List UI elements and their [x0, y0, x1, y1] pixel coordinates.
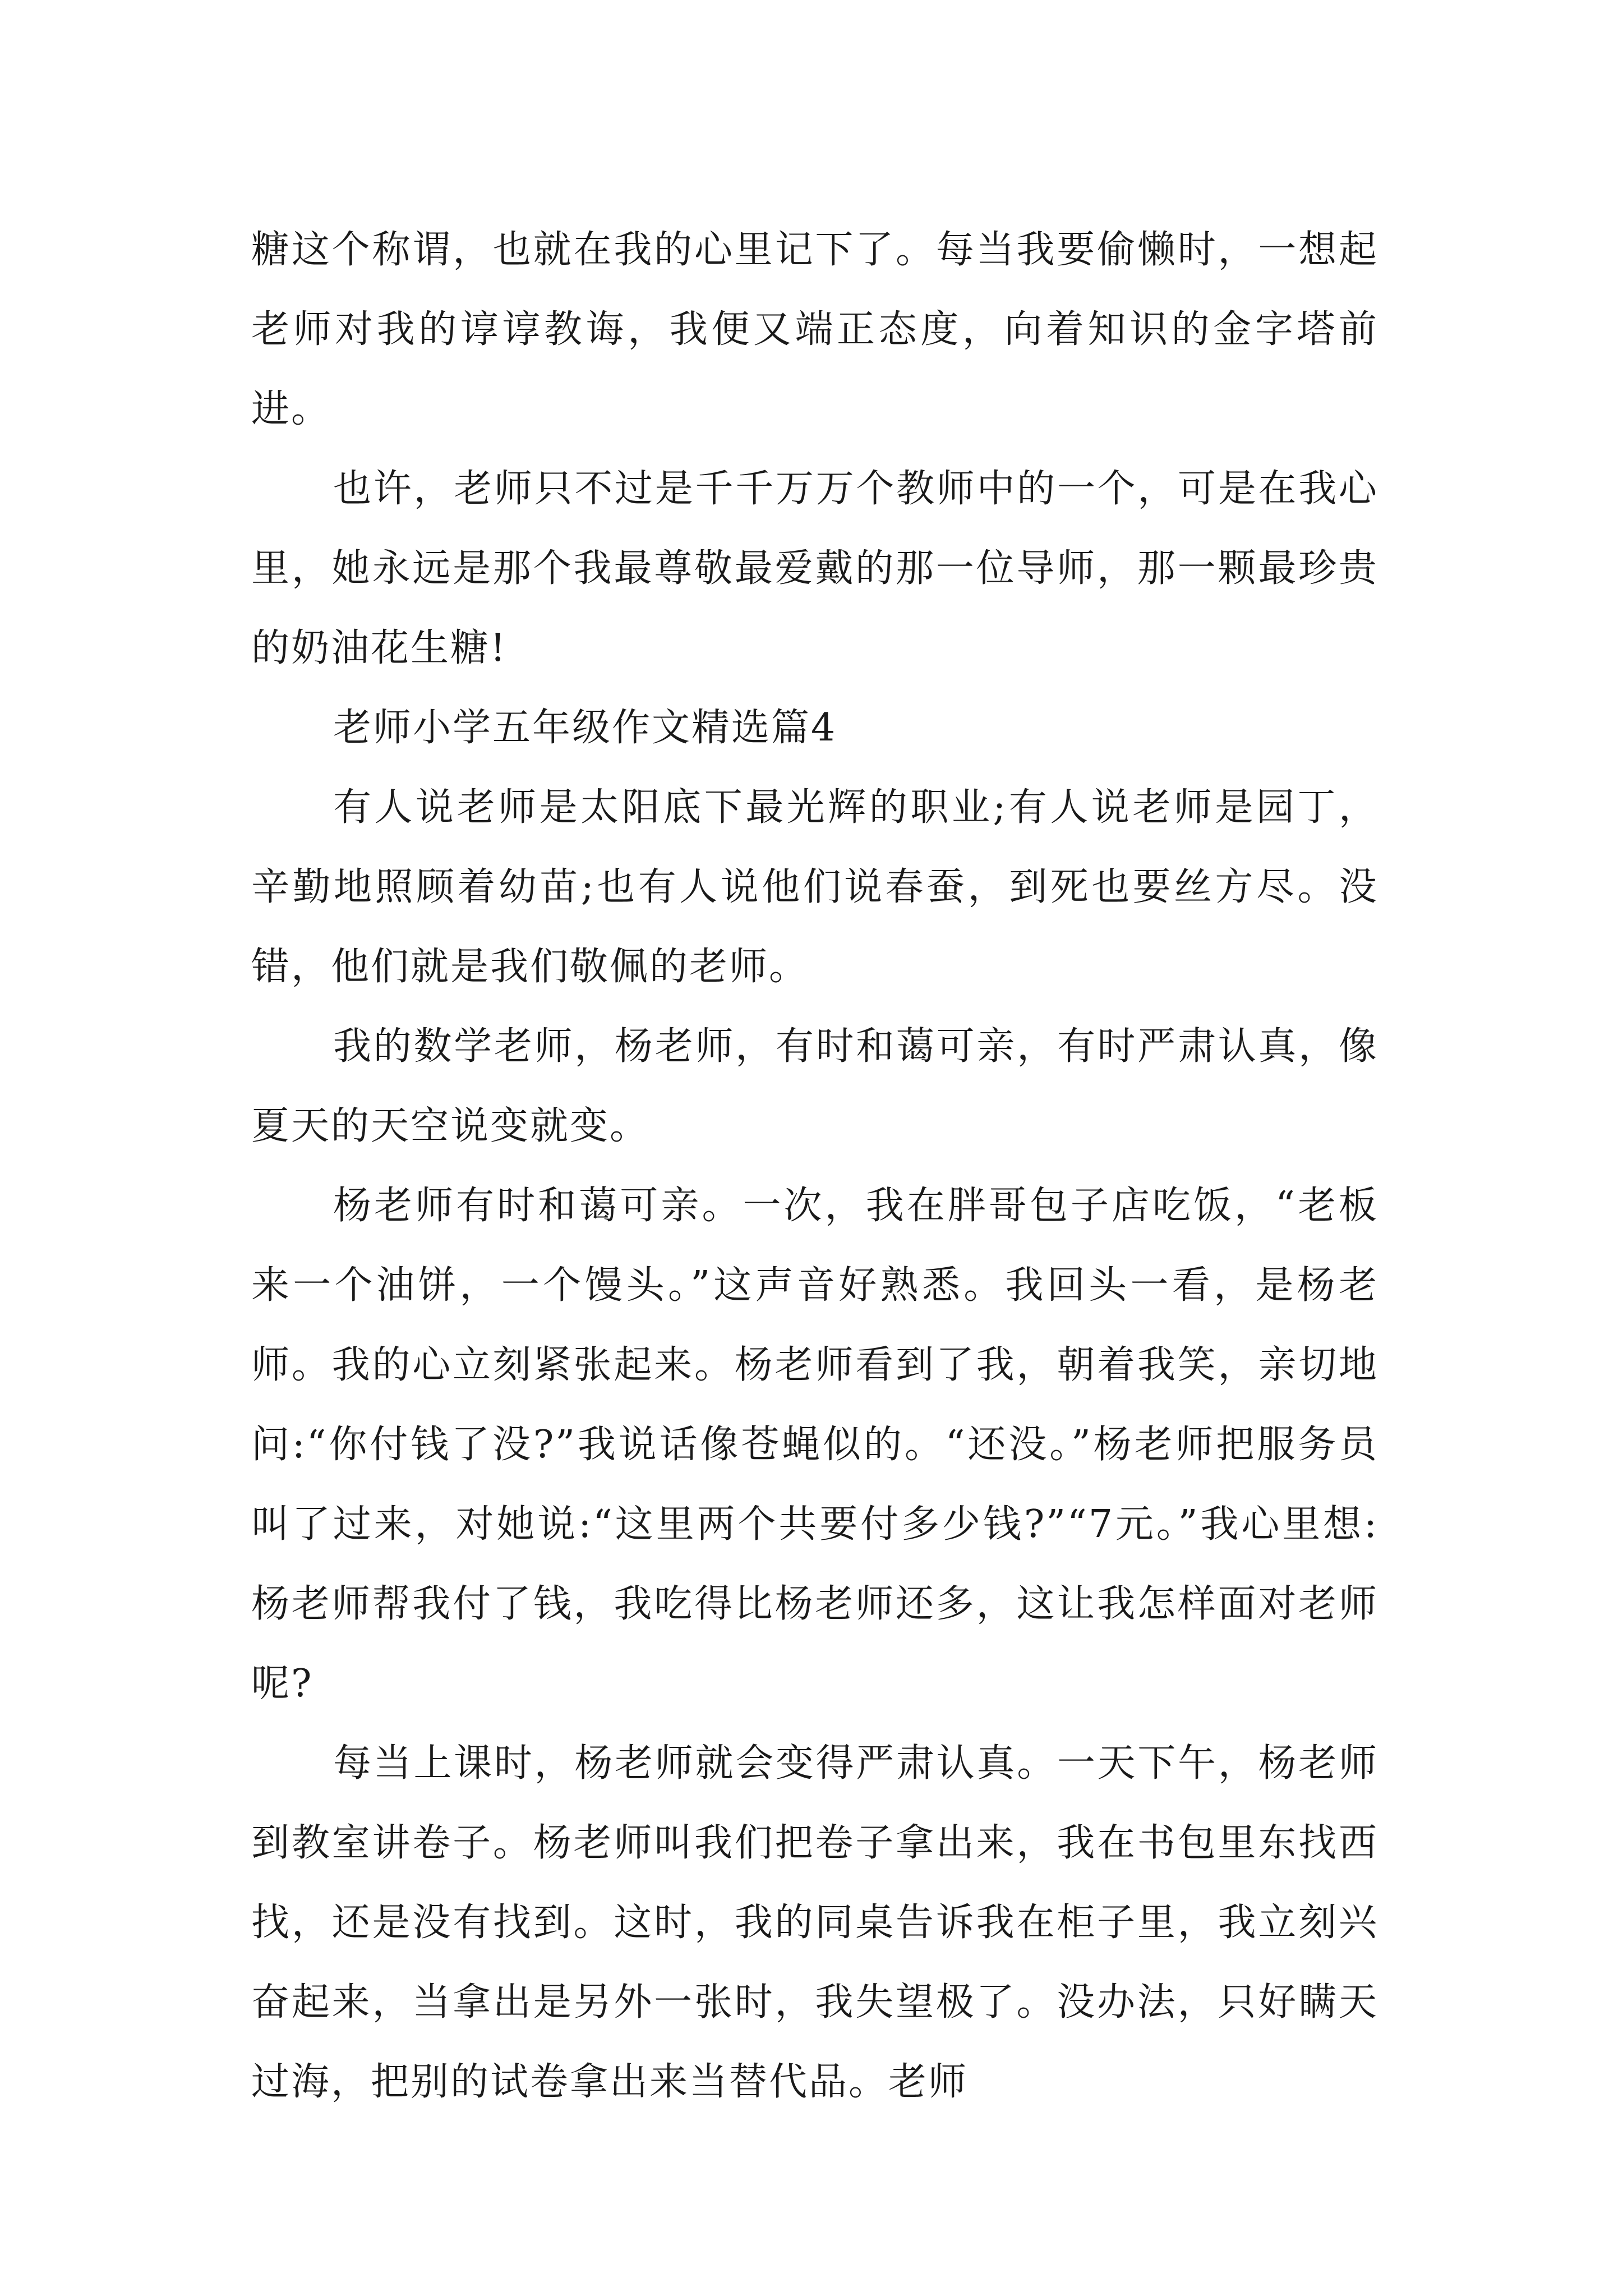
paragraph-6: 每当上课时，杨老师就会变得严肃认真。一天下午，杨老师到教室讲卷子。杨老师叫我们把卷子拿出来，我在书包里东找西找，还是没有找到。这时，我的同桌告诉我在柜子里，我立刻兴奋起来，当拿出是另外一张时，我失望极了。没办法，只好瞒天过海，把别的试卷拿出来当替代品。老师 — [251, 1741, 1378, 2104]
section-heading: 老师小学五年级作文精选篇4 — [333, 706, 837, 750]
paragraph-5: 杨老师有时和蔼可亲。一次，我在胖哥包子店吃饭，“老板来一个油饼，一个馒头。”这声音好熟悉。我回头一看，是杨老师。我的心立刻紧张起来。杨老师看到了我，朝着我笑，亲切地问:“你付钱了没?”我说话像苍蝇似的。“还没。”杨老师把服务员叫了过来，对她说:“这里两个共要付多少钱?”“7元。”我心里想:杨老师帮我付了钱，我吃得比杨老师还多，这让我怎样面对老师呢? — [251, 1184, 1378, 1706]
paragraph-4: 我的数学老师，杨老师，有时和蔼可亲，有时严肃认真，像夏天的天空说变就变。 — [251, 1024, 1378, 1148]
paragraph-3: 有人说老师是太阳底下最光辉的职业;有人说老师是园丁，辛勤地照顾着幼苗;也有人说他们说春蚕，到死也要丝方尽。没错，他们就是我们敬佩的老师。 — [251, 785, 1378, 989]
paragraph-1: 糖这个称谓，也就在我的心里记下了。每当我要偷懒时，一想起老师对我的谆谆教诲，我便又端正态度，向着知识的金字塔前进。 — [251, 228, 1378, 431]
document-body — [251, 210, 1378, 2122]
paragraph-2: 也许，老师只不过是千千万万个教师中的一个，可是在我心里，她永远是那个我最尊敬最爱戴的那一位导师，那一颗最珍贵的奶油花生糖! — [251, 467, 1378, 670]
